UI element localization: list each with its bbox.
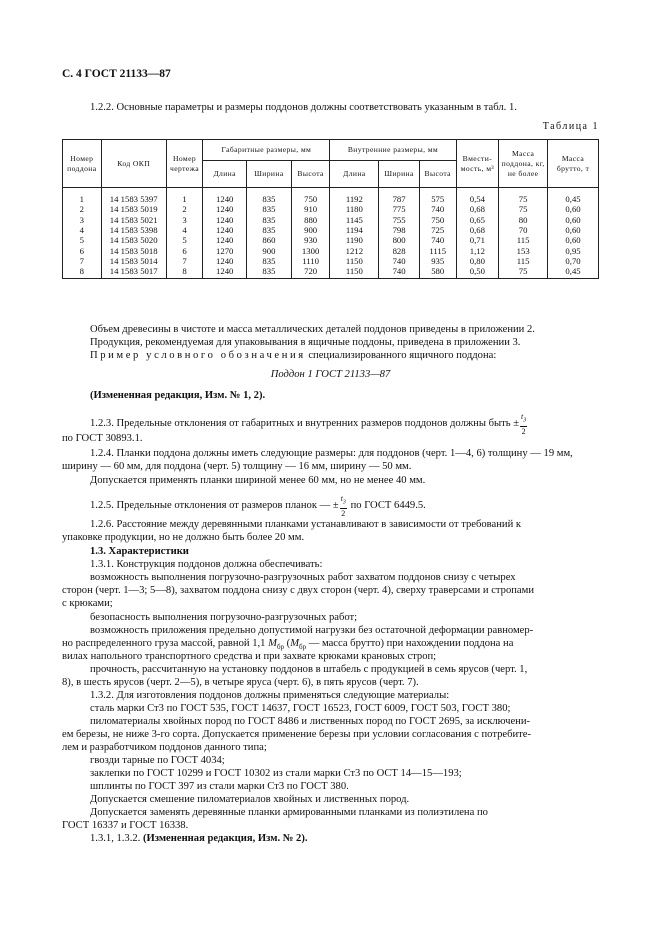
req-line-10: 8), в шесть ярусов (черт. 2—5), в четыре яруса (черт. 6), в пять ярусов (черт. 7).: [62, 677, 419, 688]
table-cell: 1,12: [456, 245, 499, 255]
mat-line-20: Допускается заменять деревянные планки армированными планками из полиэтилена по: [90, 807, 488, 818]
table-cell: 880: [291, 215, 330, 225]
table-cell: 935: [419, 256, 456, 266]
table-cell: 1110: [291, 256, 330, 266]
table-cell: 787: [379, 188, 420, 205]
table-cell: 755: [379, 215, 420, 225]
table-cell: 828: [379, 245, 420, 255]
table-cell: 740: [419, 204, 456, 214]
header-pallet-number: Номер поддона: [63, 140, 102, 188]
clause-1-2-5: [90, 494, 426, 518]
table-row: [63, 225, 599, 235]
table-cell: 1240: [203, 266, 247, 279]
header-width: Ширина: [247, 161, 292, 188]
table-cell: 835: [247, 188, 292, 205]
table-cell: 580: [419, 266, 456, 279]
table-cell: 8: [63, 266, 102, 279]
table-row: [63, 256, 599, 266]
mat-line-18: шплинты по ГОСТ 397 из стали марки Ст3 по ГОСТ 380.: [90, 781, 349, 792]
header-overall-dimensions: Габаритные размеры, мм: [203, 140, 330, 161]
table-cell: 75: [499, 188, 548, 205]
table-cell: 910: [291, 204, 330, 214]
table-cell: 80: [499, 215, 548, 225]
req-line-7-b: (: [284, 638, 291, 649]
req-line-4: с крюками;: [62, 598, 113, 609]
clause-1-2-6-line2: упаковке продукции, но не должно быть более 20 мм.: [62, 532, 305, 543]
table-cell: 900: [247, 245, 292, 255]
edition-note-1: (Измененная редакция, Изм. № 1, 2).: [90, 390, 266, 401]
fraction-subscript: 3: [523, 417, 527, 424]
products-note: Продукция, рекомендуемая для упаковывания в ящичные поддоны, приведена в приложении 3.: [90, 337, 521, 348]
table-cell: 115: [499, 235, 548, 245]
mat-line-19: Допускается смешение пиломатериалов хвойных и лиственных пород.: [90, 794, 410, 805]
clause-1-3-1: 1.3.1. Конструкция поддонов должна обеспечивать:: [90, 559, 323, 570]
table-cell: 750: [419, 215, 456, 225]
table-cell: 14 1583 5017: [101, 266, 166, 279]
mass-subscript: бр: [276, 643, 284, 652]
table-cell: 1: [63, 188, 102, 205]
mass-subscript-2: бр: [299, 643, 307, 652]
header-inner-length: Длина: [330, 161, 379, 188]
header-inner-height: Высота: [419, 161, 456, 188]
mat-line-17: заклепки по ГОСТ 10299 и ГОСТ 10302 из стали марки Ст3 по ОСТ 14—15—193;: [90, 768, 462, 779]
table-row: [63, 204, 599, 214]
clause-1-2-4-line1: 1.2.4. Планки поддона должны иметь следующие размеры: для поддонов (черт. 1—4, 6) толщину — 19 мм,: [90, 448, 573, 459]
table-cell: 5: [63, 235, 102, 245]
table-row: [63, 235, 599, 245]
table-cell: 800: [379, 235, 420, 245]
table-cell: 1240: [203, 225, 247, 235]
header-pallet-mass: Масса поддона, кг, не более: [499, 140, 548, 188]
table-cell: 835: [247, 204, 292, 214]
table-cell: 1240: [203, 204, 247, 214]
table-cell: 0,60: [548, 225, 599, 235]
parameters-table: [62, 139, 599, 279]
header-height: Высота: [291, 161, 330, 188]
table-cell: 1150: [330, 266, 379, 279]
page-header: С. 4 ГОСТ 21133—87: [62, 68, 171, 80]
table-cell: 0,50: [456, 266, 499, 279]
req-line-3: сторон (черт. 1—3; 5—8), захватом поддона снизу с двух сторон (черт. 4), сверху траверсами и стропами: [62, 585, 534, 596]
tolerance-fraction: [520, 412, 527, 436]
header-drawing-number: Номер чертежа: [166, 140, 203, 188]
table-cell: 1240: [203, 188, 247, 205]
fraction-denominator: 2: [341, 508, 346, 518]
fraction-subscript: 3: [342, 499, 346, 506]
table-cell: 75: [499, 204, 548, 214]
table-cell: 900: [291, 225, 330, 235]
clause-1-2-3: [90, 412, 528, 436]
table-cell: 0,60: [548, 204, 599, 214]
clause-1-2-4-line3: Допускается применять планки шириной менее 60 мм, но не менее 40 мм.: [90, 475, 426, 486]
table-cell: 14 1583 5014: [101, 256, 166, 266]
table-cell: 0,60: [548, 215, 599, 225]
table-cell: 1190: [330, 235, 379, 245]
table-cell: 930: [291, 235, 330, 245]
table-cell: 1212: [330, 245, 379, 255]
table-cell: 740: [419, 235, 456, 245]
table-cell: 0,45: [548, 188, 599, 205]
mat-line-12: сталь марки Ст3 по ГОСТ 535, ГОСТ 14637, ГОСТ 16523, ГОСТ 6009, ГОСТ 503, ГОСТ 380;: [90, 703, 511, 714]
table-cell: 1240: [203, 235, 247, 245]
intro-paragraph: 1.2.2. Основные параметры и размеры поддонов должны соответствовать указанным в табл. 1.: [90, 102, 517, 113]
table-cell: 575: [419, 188, 456, 205]
table-cell: 6: [63, 245, 102, 255]
table-cell: 3: [63, 215, 102, 225]
table-cell: 14 1583 5021: [101, 215, 166, 225]
table-cell: 4: [63, 225, 102, 235]
clause-1-2-4-line2: ширину — 60 мм, для поддона (черт. 5) толщину — 16 мм, ширину — 50 мм.: [62, 461, 412, 472]
table-cell: 775: [379, 204, 420, 214]
table-cell: 1300: [291, 245, 330, 255]
clause-1-2-5-text: 1.2.5. Предельные отклонения от размеров планок — ±: [90, 500, 339, 512]
req-line-2: возможность выполнения погрузочно-разгрузочных работ захватом поддонов снизу с четырех: [90, 572, 516, 583]
header-length: Длина: [203, 161, 247, 188]
req-line-5: безопасность выполнения погрузочно-разгрузочных работ;: [90, 612, 358, 623]
edition-note-2: [90, 832, 308, 845]
table-cell: 0,71: [456, 235, 499, 245]
fraction-denominator: 2: [521, 426, 526, 436]
edition-note-2-ref: 1.3.1, 1.3.2.: [90, 833, 143, 844]
table-cell: 70: [499, 225, 548, 235]
header-inner-width: Ширина: [379, 161, 420, 188]
table-cell: 7: [166, 256, 203, 266]
table-row: [63, 266, 599, 279]
section-1-3-title: 1.3. Характеристики: [90, 546, 189, 557]
table-cell: 0,80: [456, 256, 499, 266]
designation-example: [90, 349, 496, 362]
mat-line-15: лем и разработчиком поддонов данного типа;: [62, 742, 267, 753]
header-capacity: Вмести-мость, м³: [456, 140, 499, 188]
table-cell: 115: [499, 256, 548, 266]
table-caption: Таблица 1: [542, 121, 599, 132]
header-inner-dimensions: Внутренние размеры, мм: [330, 140, 456, 161]
table-cell: 1: [166, 188, 203, 205]
req-line-8: вилах напольного транспортного средства и при захвате крюками крановых строп;: [62, 651, 437, 662]
table-cell: 14 1583 5019: [101, 204, 166, 214]
table-cell: 0,54: [456, 188, 499, 205]
table-cell: 2: [166, 204, 203, 214]
table-cell: 0,70: [548, 256, 599, 266]
header-okp-code: Код ОКП: [101, 140, 166, 188]
table-cell: 0,68: [456, 225, 499, 235]
plank-tolerance-fraction: [340, 494, 347, 518]
mat-line-21: ГОСТ 16337 и ГОСТ 16338.: [62, 820, 189, 831]
designation-example-label: Пример условного обозначения: [90, 350, 306, 361]
mat-line-13: пиломатериалы хвойных пород по ГОСТ 8486 и лиственных пород по ГОСТ 2695, за исключени-: [90, 716, 531, 727]
table-cell: 0,95: [548, 245, 599, 255]
clause-1-2-3-tail: по ГОСТ 30893.1.: [62, 433, 143, 444]
table-cell: 835: [247, 215, 292, 225]
table-cell: 860: [247, 235, 292, 245]
table-cell: 75: [499, 266, 548, 279]
clause-1-2-6-line1: 1.2.6. Расстояние между деревянными планками устанавливают в зависимости от требований к: [90, 519, 522, 530]
table-cell: 3: [166, 215, 203, 225]
table-cell: 14 1583 5020: [101, 235, 166, 245]
designation: Поддон 1 ГОСТ 21133—87: [270, 369, 391, 380]
req-line-9: прочность, рассчитанную на установку поддонов в штабель с продукцией в семь ярусов (черт. 1,: [90, 664, 528, 675]
table-cell: 0,65: [456, 215, 499, 225]
table-row: [63, 245, 599, 255]
header-gross-mass: Масса брутто, т: [548, 140, 599, 188]
table-cell: 740: [379, 256, 420, 266]
fraction-numerator: t: [340, 494, 343, 503]
table-cell: 1115: [419, 245, 456, 255]
designation-example-rest: специализированного ящичного поддона:: [308, 350, 497, 361]
table-cell: 1150: [330, 256, 379, 266]
table-cell: 835: [247, 256, 292, 266]
table-cell: 153: [499, 245, 548, 255]
edition-note-2-text: (Измененная редакция, Изм. № 2).: [142, 833, 308, 844]
table-cell: 720: [291, 266, 330, 279]
wood-volume-note: Объем древесины в чистоте и масса металлических деталей поддонов приведены в приложении 2.: [90, 324, 535, 335]
table-cell: 14 1583 5398: [101, 225, 166, 235]
table-cell: 7: [63, 256, 102, 266]
table-cell: 1180: [330, 204, 379, 214]
req-line-7-c: — масса брутто) при нахождении поддона на: [306, 638, 514, 649]
table-cell: 1194: [330, 225, 379, 235]
table-cell: 8: [166, 266, 203, 279]
mat-line-16: гвозди тарные по ГОСТ 4034;: [90, 755, 225, 766]
table-cell: 4: [166, 225, 203, 235]
table-cell: 835: [247, 225, 292, 235]
clause-1-2-3-text: 1.2.3. Предельные отклонения от габаритных и внутренних размеров поддонов должны быть ±: [90, 418, 520, 430]
clause-1-2-5-tail: по ГОСТ 6449.5.: [350, 500, 426, 512]
table-cell: 1145: [330, 215, 379, 225]
table-cell: 0,45: [548, 266, 599, 279]
table-cell: 6: [166, 245, 203, 255]
table-cell: 0,60: [548, 235, 599, 245]
req-line-7-a: но распределенного груза массой, равной 1,1: [62, 638, 269, 649]
table-cell: 5: [166, 235, 203, 245]
mat-line-14: ем березы, не ниже 3-го сорта. Допускается применение березы при условии согласования с потребите-: [62, 729, 532, 740]
table-cell: 1192: [330, 188, 379, 205]
req-line-6: возможность приложения предельно допустимой нагрузки без остаточной деформации равномер-: [90, 625, 534, 636]
table-row: [63, 215, 599, 225]
mass-symbol-2: M: [290, 638, 300, 649]
fraction-numerator: t: [521, 412, 524, 421]
table-cell: 750: [291, 188, 330, 205]
clause-1-3-2: 1.3.2. Для изготовления поддонов должны применяться следующие материалы:: [90, 690, 450, 701]
table-cell: 725: [419, 225, 456, 235]
table-cell: 14 1583 5018: [101, 245, 166, 255]
table-cell: 0,68: [456, 204, 499, 214]
table-cell: 1270: [203, 245, 247, 255]
mass-symbol: M: [268, 638, 277, 649]
table-cell: 835: [247, 266, 292, 279]
table-cell: 1240: [203, 256, 247, 266]
table-cell: 2: [63, 204, 102, 214]
table-cell: 1240: [203, 215, 247, 225]
table-row: [63, 188, 599, 205]
table-cell: 798: [379, 225, 420, 235]
table-cell: 14 1583 5397: [101, 188, 166, 205]
table-cell: 740: [379, 266, 420, 279]
